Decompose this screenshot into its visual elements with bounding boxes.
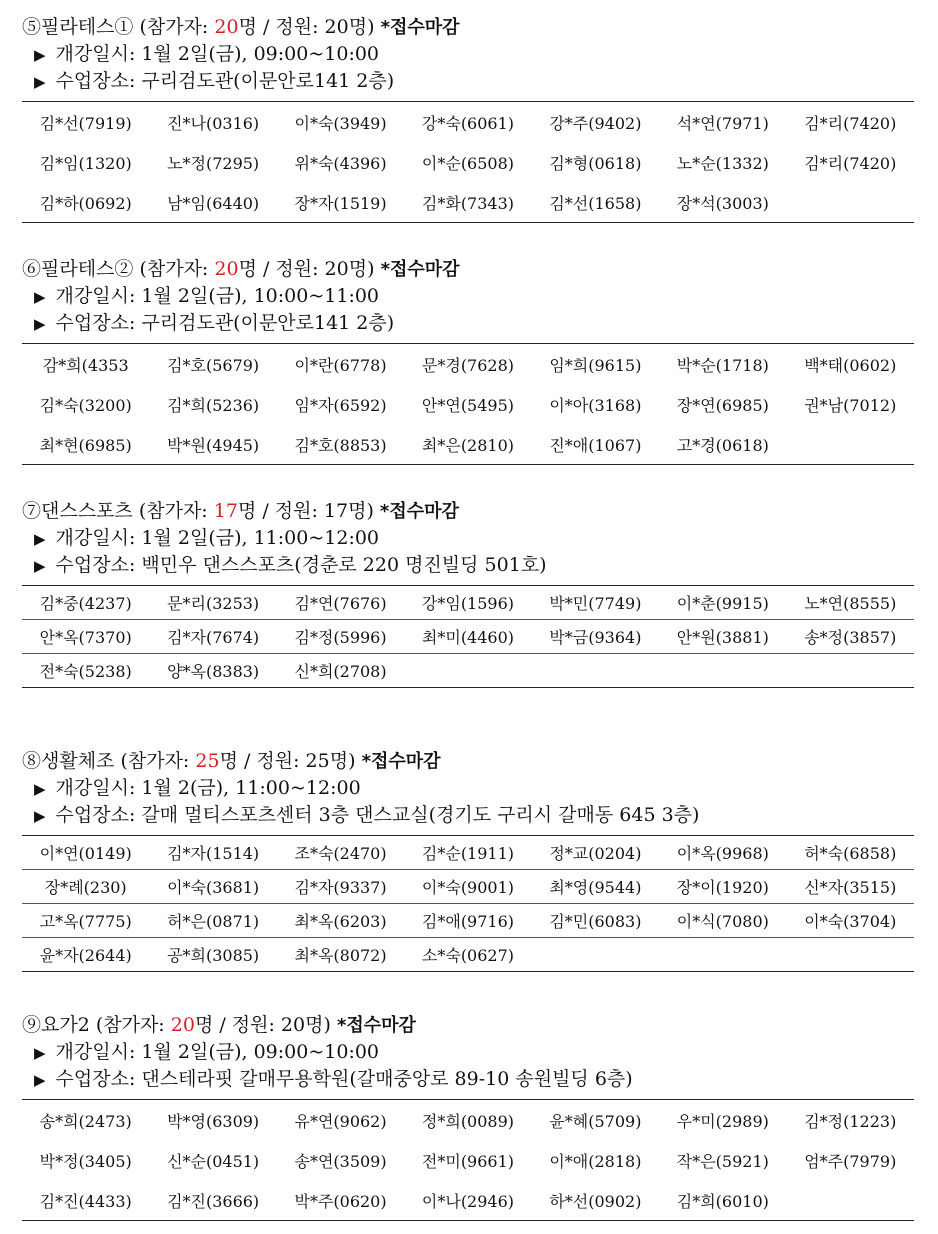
class-date: 개강일시: 1월 2일(금), 09:00~10:00 — [55, 1041, 380, 1063]
participant-table — [22, 101, 914, 223]
participant-cell: 송*연(3509) — [294, 1151, 387, 1171]
participant-cell — [787, 424, 914, 465]
class-date: 개강일시: 1월 2(금), 11:00~12:00 — [55, 777, 361, 799]
participant-cell: 백*태(0602) — [804, 355, 897, 375]
participant-cell — [787, 938, 914, 972]
count-label: (참가자: — [114, 750, 196, 772]
participant-cell: 진*나(0316) — [167, 113, 260, 133]
table-row — [22, 344, 914, 385]
class-place-line — [22, 1066, 914, 1093]
table-row — [22, 1140, 914, 1180]
table-row — [22, 1100, 914, 1141]
participant-cell: 고*옥(7775) — [22, 904, 149, 938]
participant-cell: 김*애(9716) — [404, 904, 531, 938]
participant-cell — [659, 938, 786, 972]
participant-cell: 양*옥(8383) — [149, 654, 276, 688]
table-row — [22, 182, 914, 223]
participant-cell: 전*미(9661) — [421, 1151, 515, 1171]
participant-count: 20 — [214, 258, 239, 280]
participant-table — [22, 1099, 914, 1221]
participant-cell: 권*남(7012) — [804, 395, 897, 415]
participant-cell: 최*미(4460) — [404, 620, 531, 654]
closed-badge: *접수마감 — [380, 259, 460, 280]
class-date-line — [22, 283, 914, 310]
capacity-label: 명 / 정원: 20명) — [194, 1014, 331, 1036]
participant-cell: 김*임(1320) — [39, 153, 132, 173]
participant-cell: 허*은(0871) — [149, 904, 276, 938]
participant-cell: 김*자(1514) — [167, 844, 260, 863]
participant-cell: 강*숙(6061) — [421, 113, 515, 133]
class-section — [22, 256, 914, 465]
class-date-line — [22, 1039, 914, 1066]
class-heading — [22, 256, 914, 283]
participant-cell: 최*현(6985) — [39, 435, 132, 455]
table-row — [22, 424, 914, 465]
table-row — [22, 586, 914, 620]
table-row — [22, 102, 914, 143]
participant-cell: 강*임(1596) — [421, 594, 515, 613]
participant-cell: 김*자(7674) — [149, 620, 276, 654]
participant-cell: 하*선(0902) — [549, 1191, 642, 1211]
participant-cell: 이*애(2818) — [549, 1151, 642, 1171]
participant-cell: 강*주(9402) — [549, 113, 642, 133]
count-label: (참가자: — [132, 500, 214, 522]
participant-cell: 장*연(6985) — [676, 395, 769, 415]
bullet-triangle-icon: ▶ — [34, 807, 46, 825]
table-row — [22, 938, 914, 972]
participant-cell: 이*연(0149) — [39, 844, 132, 863]
participant-cell: 안*원(3881) — [659, 620, 786, 654]
participant-cell: 장*자(1519) — [294, 193, 387, 213]
participant-cell: 박*정(3405) — [39, 1151, 132, 1171]
participant-cell: 안*연(5495) — [421, 395, 515, 415]
participant-cell: 김*진(3666) — [167, 1191, 260, 1211]
participant-count: 17 — [213, 500, 238, 522]
table-row — [22, 654, 914, 688]
participant-cell: 김*화(7343) — [421, 193, 515, 213]
participant-cell: 문*리(3253) — [167, 594, 260, 613]
participant-count: 20 — [214, 16, 239, 38]
class-date: 개강일시: 1월 2일(금), 11:00~12:00 — [55, 527, 380, 549]
table-row — [22, 620, 914, 654]
participant-cell: 김*호(8853) — [294, 435, 387, 455]
participant-count: 25 — [195, 750, 220, 772]
participant-cell: 감*희(4353 — [42, 355, 129, 375]
participant-cell: 최*옥(8072) — [277, 938, 404, 972]
participant-cell: 전*숙(5238) — [22, 654, 149, 688]
table-row — [22, 142, 914, 182]
participant-cell: 공*희(3085) — [149, 938, 276, 972]
participant-cell: 이*아(3168) — [549, 395, 642, 415]
participant-cell: 이*식(7080) — [659, 904, 786, 938]
participant-cell: 신*희(2708) — [277, 654, 404, 688]
class-place-line — [22, 68, 914, 95]
class-date-line — [22, 775, 914, 802]
participant-cell: 김*하(0692) — [39, 193, 132, 213]
class-heading — [22, 14, 914, 41]
participant-cell: 이*란(6778) — [294, 355, 387, 375]
participant-cell: 엄*주(7979) — [804, 1151, 897, 1171]
participant-cell: 박*민(7749) — [549, 594, 642, 613]
participant-cell: 최*옥(6203) — [277, 904, 404, 938]
participant-cell: 송*희(2473) — [39, 1111, 132, 1131]
closed-badge: *접수마감 — [361, 751, 441, 772]
bullet-triangle-icon: ▶ — [34, 1044, 46, 1062]
participant-cell — [404, 654, 531, 688]
class-place: 수업장소: 구리검도관(이문안로141 2층) — [55, 312, 395, 334]
participant-cell: 이*춘(9915) — [676, 594, 769, 613]
participant-cell: 김*숙(3200) — [39, 395, 132, 415]
class-date-line — [22, 41, 914, 68]
participant-cell: 장*례(230) — [22, 870, 149, 904]
participant-cell: 석*연(7971) — [676, 113, 769, 133]
participant-cell: 김*희(5236) — [167, 395, 260, 415]
participant-cell: 윤*자(2644) — [22, 938, 149, 972]
bullet-triangle-icon: ▶ — [34, 315, 46, 333]
participant-cell: 김*정(1223) — [804, 1111, 897, 1131]
table-row — [22, 870, 914, 904]
bullet-triangle-icon: ▶ — [34, 288, 46, 306]
participant-count: 20 — [170, 1014, 195, 1036]
bullet-triangle-icon: ▶ — [34, 46, 46, 64]
closed-badge: *접수마감 — [380, 17, 460, 38]
participant-table — [22, 343, 914, 465]
capacity-label: 명 / 정원: 25명) — [219, 750, 356, 772]
participant-cell: 진*애(1067) — [549, 435, 642, 455]
participant-table — [22, 585, 914, 688]
participant-cell: 신*순(0451) — [167, 1151, 260, 1171]
participant-cell: 이*옥(9968) — [676, 844, 769, 863]
class-place-line — [22, 310, 914, 337]
bullet-triangle-icon: ▶ — [34, 780, 46, 798]
table-row — [22, 836, 914, 870]
participant-cell: 안*옥(7370) — [22, 620, 149, 654]
bullet-triangle-icon: ▶ — [34, 530, 46, 548]
class-date: 개강일시: 1월 2일(금), 09:00~10:00 — [55, 43, 380, 65]
table-row — [22, 1180, 914, 1221]
participant-cell: 작*은(5921) — [676, 1151, 769, 1171]
participant-cell: 박*원(4945) — [167, 435, 260, 455]
class-place: 수업장소: 구리검도관(이문안로141 2층) — [55, 70, 395, 92]
count-label: (참가자: — [133, 16, 215, 38]
class-place: 수업장소: 백민우 댄스스포츠(경춘로 220 명진빌딩 501호) — [55, 554, 547, 576]
participant-cell: 이*나(2946) — [421, 1191, 515, 1211]
bullet-triangle-icon: ▶ — [34, 1071, 46, 1089]
participant-table — [22, 835, 914, 972]
participant-cell — [787, 1180, 914, 1221]
class-place-line — [22, 802, 914, 829]
participant-cell: 정*교(0204) — [549, 844, 642, 863]
participant-cell: 최*영(9544) — [532, 870, 659, 904]
participant-cell: 김*순(1911) — [421, 844, 515, 863]
class-heading — [22, 1012, 914, 1039]
participant-cell: 김*진(4433) — [39, 1191, 132, 1211]
class-place: 수업장소: 댄스테라핏 갈매무용학원(갈매중앙로 89-10 송원빌딩 6층) — [55, 1068, 633, 1090]
participant-cell: 장*석(3003) — [676, 193, 769, 213]
capacity-label: 명 / 정원: 20명) — [238, 258, 375, 280]
participant-cell: 유*연(9062) — [294, 1111, 387, 1131]
participant-cell: 김*중(4237) — [39, 594, 132, 613]
participant-cell — [532, 938, 659, 972]
participant-cell: 송*정(3857) — [787, 620, 914, 654]
class-place-line — [22, 552, 914, 579]
class-section — [22, 14, 914, 223]
class-name: ⑥필라테스② — [22, 258, 134, 280]
participant-cell: 장*이(1920) — [659, 870, 786, 904]
class-place: 수업장소: 갈매 멀티스포츠센터 3층 댄스교실(경기도 구리시 갈매동 645 3층) — [55, 804, 700, 826]
participant-cell: 남*임(6440) — [167, 193, 260, 213]
participant-cell: 이*숙(3949) — [294, 113, 387, 133]
capacity-label: 명 / 정원: 20명) — [238, 16, 375, 38]
participant-cell: 박*영(6309) — [167, 1111, 260, 1131]
capacity-label: 명 / 정원: 17명) — [237, 500, 374, 522]
participant-cell: 김*정(5996) — [277, 620, 404, 654]
participant-cell: 고*경(0618) — [676, 435, 769, 455]
class-section — [22, 498, 914, 688]
participant-cell: 김*리(7420) — [804, 153, 897, 173]
participant-cell: 허*숙(6858) — [804, 844, 897, 863]
class-heading — [22, 498, 914, 525]
class-section — [22, 748, 914, 972]
participant-cell: 박*금(9364) — [532, 620, 659, 654]
count-label: (참가자: — [133, 258, 215, 280]
count-label: (참가자: — [89, 1014, 171, 1036]
class-heading — [22, 748, 914, 775]
participant-cell: 김*민(6083) — [532, 904, 659, 938]
participant-cell: 김*형(0618) — [549, 153, 642, 173]
table-row — [22, 904, 914, 938]
participant-cell: 김*리(7420) — [804, 113, 897, 133]
participant-cell: 문*경(7628) — [421, 355, 515, 375]
participant-cell — [787, 182, 914, 223]
participant-cell: 김*호(5679) — [167, 355, 260, 375]
participant-cell: 우*미(2989) — [676, 1111, 769, 1131]
participant-cell: 소*숙(0627) — [404, 938, 531, 972]
participant-cell: 최*은(2810) — [421, 435, 515, 455]
closed-badge: *접수마감 — [379, 501, 459, 522]
bullet-triangle-icon: ▶ — [34, 73, 46, 91]
participant-cell: 위*숙(4396) — [294, 153, 387, 173]
participant-cell: 이*숙(3704) — [787, 904, 914, 938]
participant-cell: 노*순(1332) — [676, 153, 769, 173]
participant-cell: 이*숙(3681) — [149, 870, 276, 904]
class-section — [22, 1012, 914, 1221]
participant-cell: 신*자(3515) — [787, 870, 914, 904]
participant-cell: 김*선(7919) — [39, 113, 132, 133]
closed-badge: *접수마감 — [336, 1015, 416, 1036]
participant-cell: 이*순(6508) — [421, 153, 515, 173]
participant-cell: 윤*혜(5709) — [549, 1111, 642, 1131]
participant-cell — [659, 654, 786, 688]
participant-cell: 노*정(7295) — [167, 153, 260, 173]
participant-cell: 박*순(1718) — [676, 355, 769, 375]
participant-cell: 임*희(9615) — [549, 355, 642, 375]
participant-cell: 김*연(7676) — [294, 594, 387, 613]
participant-cell: 임*자(6592) — [294, 395, 387, 415]
class-name: ⑧생활체조 — [22, 750, 115, 772]
participant-cell — [532, 654, 659, 688]
participant-cell: 김*선(1658) — [549, 193, 642, 213]
class-date-line — [22, 525, 914, 552]
participant-cell: 김*희(6010) — [676, 1191, 769, 1211]
class-name: ⑦댄스스포츠 — [22, 500, 133, 522]
participant-cell — [787, 654, 914, 688]
participant-cell: 김*자(9337) — [277, 870, 404, 904]
table-row — [22, 384, 914, 424]
participant-cell: 이*숙(9001) — [404, 870, 531, 904]
participant-cell: 조*숙(2470) — [294, 844, 387, 863]
bullet-triangle-icon: ▶ — [34, 557, 46, 575]
class-name: ⑤필라테스① — [22, 16, 134, 38]
participant-cell: 노*연(8555) — [804, 594, 897, 613]
participant-cell: 박*주(0620) — [294, 1191, 387, 1211]
class-date: 개강일시: 1월 2일(금), 10:00~11:00 — [55, 285, 380, 307]
class-name: ⑨요가2 — [22, 1014, 90, 1036]
participant-cell: 정*희(0089) — [421, 1111, 515, 1131]
